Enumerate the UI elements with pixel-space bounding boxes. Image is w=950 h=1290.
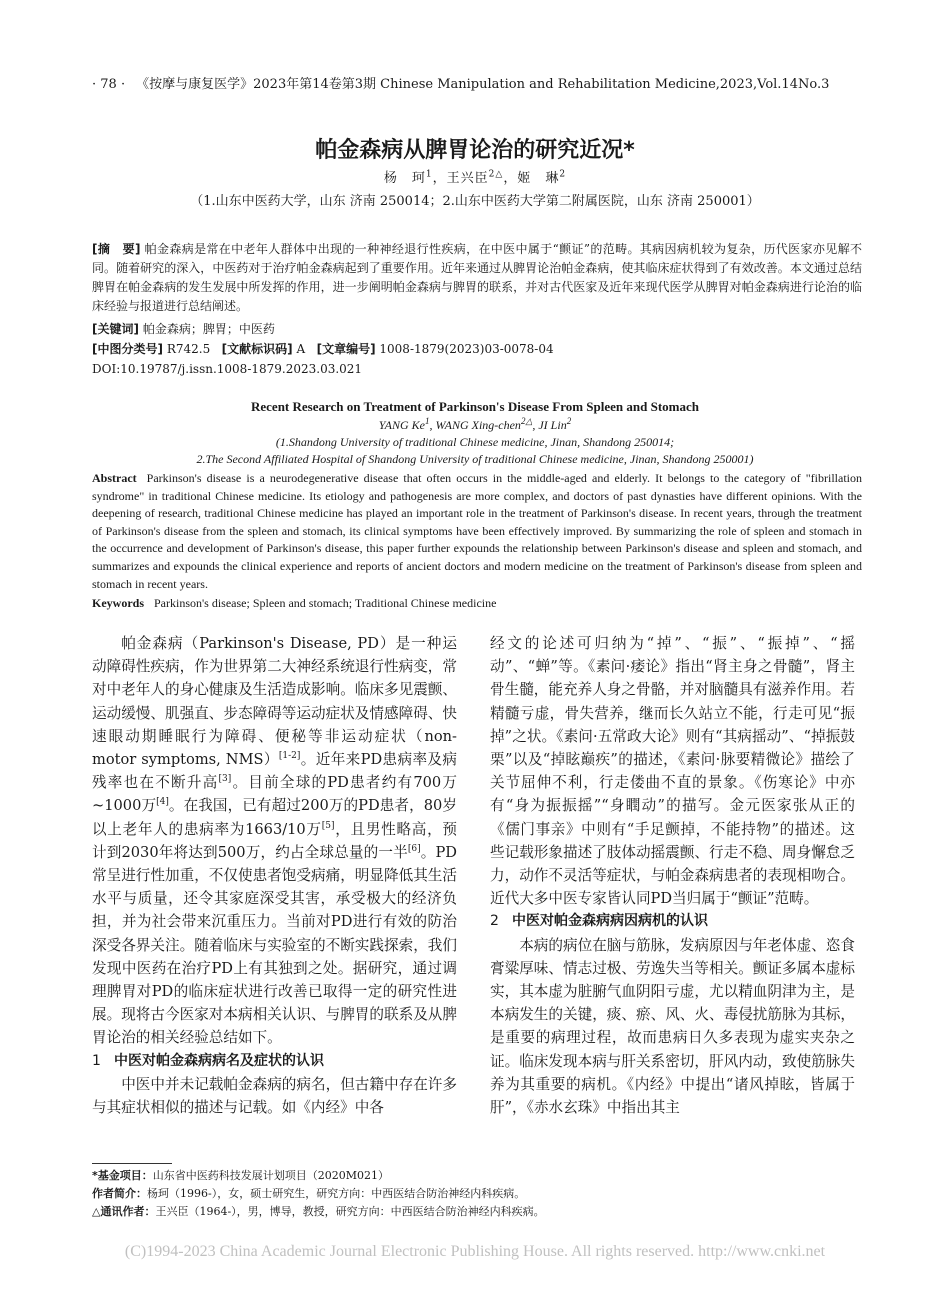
author-1-sup: 1 <box>425 169 433 180</box>
author-1: 杨 珂 <box>383 171 426 186</box>
section-2-paragraph: 本病的病位在脑与筋脉，发病原因与年老体虚、恣食膏粱厚味、情志过极、劳逸失当等相关。颤证多属本虚标实，其本虚为脏腑气血阴阳亏虚，尤以精血阴津为主，是本病发生的关键，痰、瘀、风、火、毒侵扰筋脉为其标，是重要的病理过程，故而患病日久多表现为虚实夹杂之证。临床发现本病与肝关系密切，肝风内动，致使筋脉失养为其重要的病机。《内经》中提出“诸风掉眩，皆属于肝”，《赤水玄珠》中指出其主 <box>490 936 855 1117</box>
keywords-cn-text: 帕金森病；脾胃；中医药 <box>142 322 275 336</box>
classification-line <box>92 340 862 358</box>
intro-text-5: ，且男性略高，预计到2030年将达到500万，约占全球总量的一半 <box>92 820 457 861</box>
english-author-2: , WANG Xing-chen <box>429 418 521 432</box>
english-author-3: , JI Lin <box>532 418 567 432</box>
section-1-continued: 经文的论述可归纳为“掉”、“振”、“振掉”、“摇动”、“蝉”等。《素问·痿论》指出“肾主身之骨髓”，肾主骨生髓，能充养人身之骨骼，并对脑髓具有滋养作用。若精髓亏虚，骨失营养，继而长久站立不能，行走可见“振掉”之状。《素问·五常政大论》则有“其病摇动”、“掉振鼓栗”以及“掉眩巅疾”的描述，《素问·脉要精微论》描绘了关节屈伸不利，行走偻曲不直的景象。《伤寒论》中亦有“身为振振摇”“身瞤动”的描写。金元医家张从正的《儒门事亲》中则有“手足颤掉，不能持物”的描述。这些记载形象描述了肢体动摇震颤、行走不稳、周身懈怠乏力，动作不灵活等症状，与帕金森病患者的表现相吻合。近代大多中医专家皆认同PD当归属于“颤证”范畴。 <box>490 635 855 908</box>
intro-text-6: 。PD常呈进行性加重，不仅使患者饱受病痛，明显降低其生活水平与质量，还令其家庭深受其害，承受极大的经济负担，并为社会带来沉重压力。当前对PD进行有效的防治深受各界关注。随着临床与实验室的不断实践探索，我们发现中医药在治疗PD上有其独到之处。据研究，通过调理脾胃对PD的临床症状进行改善已取得一定的研究性进展。现将古今医家对本病相关认识、与脾胃的联系及从脾胃论治的相关经验总结如下。 <box>92 843 457 1047</box>
citation: [4] <box>156 797 169 808</box>
section-2-title: 中医对帕金森病病因病机的认识 <box>512 913 708 930</box>
section-2-heading <box>490 910 855 933</box>
intro-paragraph <box>92 632 457 1050</box>
english-authors <box>0 417 950 433</box>
author-2-sup: 2△ <box>488 169 504 180</box>
english-abstract <box>92 470 862 593</box>
citation: [3] <box>218 774 232 785</box>
footnote-fund-text: 山东省中医药科技发展计划项目（2020M021） <box>152 1169 390 1182</box>
english-affiliation-2: 2.The Second Affiliated Hospital of Shandong University of traditional Chinese medicine, Jinan, Shandong 250001) <box>196 452 754 466</box>
section-1-title: 中医对帕金森病病名及症状的认识 <box>114 1052 324 1069</box>
intro-text-4: 。在我国，已有超过200万的PD患者，80岁以上老年人的患病率为1663/10万 <box>92 797 457 838</box>
footnote-author-label: 作者简介： <box>92 1187 147 1200</box>
author-2: 王兴臣 <box>446 171 489 186</box>
section-1-number: 1 <box>92 1052 101 1069</box>
citation: [5] <box>321 820 335 831</box>
keywords-cn-label: [关键词] <box>92 322 139 336</box>
running-header <box>92 76 852 94</box>
footnote-author-text: 杨珂（1996-），女，硕士研究生，研究方向：中西医结合防治神经内科疾病。 <box>147 1187 526 1200</box>
article-number-label: [文章编号] <box>316 342 376 356</box>
english-author-3-sup: 2 <box>566 416 572 426</box>
footnote-corresponding <box>92 1204 872 1220</box>
clc-label: [中图分类号] <box>92 342 163 356</box>
english-author-2-sup: 2△ <box>520 416 533 426</box>
abstract-cn <box>92 240 862 316</box>
author-line: 杨 珂$^1$，王兴臣$^{2\triangle}$，姬 琳$^2$ <box>383 169 567 186</box>
intro-text-2: 。近年来PD患病率及病残率也在不断升高 <box>92 751 457 792</box>
footnote-author <box>92 1186 872 1202</box>
author-3: 姬 琳 <box>517 171 560 186</box>
section-1-paragraph: 中医中并未记载帕金森病的病名，但古籍中存在许多与其症状相似的描述与记载。如《内经》中各 <box>92 1075 457 1117</box>
abstract-cn-text: 帕金森病是常在中老年人群体中出现的一种神经退行性疾病，在中医中属于“颤证”的范畴。其病因病机较为复杂，历代医家亦见解不同。随着研究的深入，中医药对于治疗帕金森病起到了重要作用。近年来通过从脾胃论治帕金森病，使其临床症状得到了有效改善。本文通过总结脾胃在帕金森病的发生发展中所发挥的作用，进一步阐明帕金森病与脾胃的联系，并对古代医家及近年来现代医学从脾胃对帕金森病进行论治的临床经验与报道进行总结阐述。 <box>92 242 862 313</box>
footnote-fund-label: *基金项目： <box>92 1169 153 1182</box>
citation: [6] <box>407 843 421 854</box>
english-author-1: YANG Ke <box>378 418 425 432</box>
english-author-1-sup: 1 <box>424 416 430 426</box>
intro-text-1: 帕金森病（Parkinson's Disease, PD）是一种运动障碍性疾病，作为世界第二大神经系统退行性病变，常对中老年人的身心健康及生活造成影响。临床多见震颤、运动缓慢、肌强直、步态障碍等运动症状及情感障碍、快速眼动期睡眠行为障碍、便秘等非运动症状（non-motor symptoms, NMS） <box>92 635 457 769</box>
abstract-cn-label: [摘 要] <box>92 242 141 256</box>
english-abstract-text: Parkinson's disease is a neurodegenerative disease that often occurs in the middle-aged and elderly. It belongs to the category of "fibrillation syndrome" in traditional Chinese medicine. Its etiology and pathogenesis are more complex, and doctors of past dynasties have different opinions. With the deepening of research, traditional Chinese medicine has played an important role in the treatment of Parkinson's disease. In recent years, through the treatment of Parkinson's disease from the spleen and stomach, its clinical symptoms have been effectively improved. By summarizing the role of spleen and stomach in the occurrence and development of Parkinson's disease, this paper further expounds the relationship between Parkinson's disease and spleen and stomach, and summarizes and expounds the clinical experience and reports of ancient doctors and modern medicine on the treatment of Parkinson's disease from spleen and stomach in recent years. <box>92 471 862 591</box>
doc-code-value: A <box>296 342 306 356</box>
english-keywords-text: Parkinson's disease; Spleen and stomach; Traditional Chinese medicine <box>154 596 497 610</box>
page-number: · 78 · <box>92 77 126 92</box>
english-affiliation-1: (1.Shandong University of traditional Chinese medicine, Jinan, Shandong 250014; <box>275 435 675 449</box>
english-title: Recent Research on Treatment of Parkinson's Disease From Spleen and Stomach <box>251 399 699 414</box>
footnote-fund <box>92 1168 872 1184</box>
section-2-number: 2 <box>490 913 499 930</box>
journal-info: 《按摩与康复医学》2023年第14卷第3期 Chinese Manipulation and Rehabilitation Medicine,2023,Vol.14No.3 <box>136 77 830 92</box>
affiliation: （1.山东中医药大学，山东 济南 250014；2.山东中医药大学第二附属医院，山东 济南 250001） <box>190 194 760 209</box>
copyright-watermark: (C)1994-2023 China Academic Journal Electronic Publishing House. All rights reserved. http://www.cnki.net <box>124 1243 826 1260</box>
doc-code-label: [文献标识码] <box>221 342 293 356</box>
keywords-cn <box>92 320 862 338</box>
english-keywords <box>92 595 862 612</box>
body-column-left <box>92 632 457 1119</box>
paper-title: 帕金森病从脾胃论治的研究近况* <box>315 138 635 163</box>
english-abstract-label: Abstract <box>92 471 137 485</box>
footnote-corresponding-label: △通讯作者： <box>92 1205 156 1218</box>
section-1-heading <box>92 1050 457 1073</box>
author-3-sup: 2 <box>559 169 567 180</box>
citation: [1-2] <box>278 751 301 762</box>
intro-text-3: 。目前全球的PD患者约有700万~1000万 <box>92 774 457 815</box>
article-number-value: 1008-1879(2023)03-0078-04 <box>379 342 554 356</box>
body-column-right <box>490 632 855 1119</box>
english-keywords-label: Keywords <box>92 596 144 610</box>
footnote-corresponding-text: 王兴臣（1964-），男，博导，教授，研究方向：中西医结合防治神经内科疾病。 <box>155 1205 545 1218</box>
doi: DOI:10.19787/j.issn.1008-1879.2023.03.021 <box>92 362 363 376</box>
footnote-divider <box>92 1163 172 1164</box>
clc-value: R742.5 <box>166 342 211 356</box>
